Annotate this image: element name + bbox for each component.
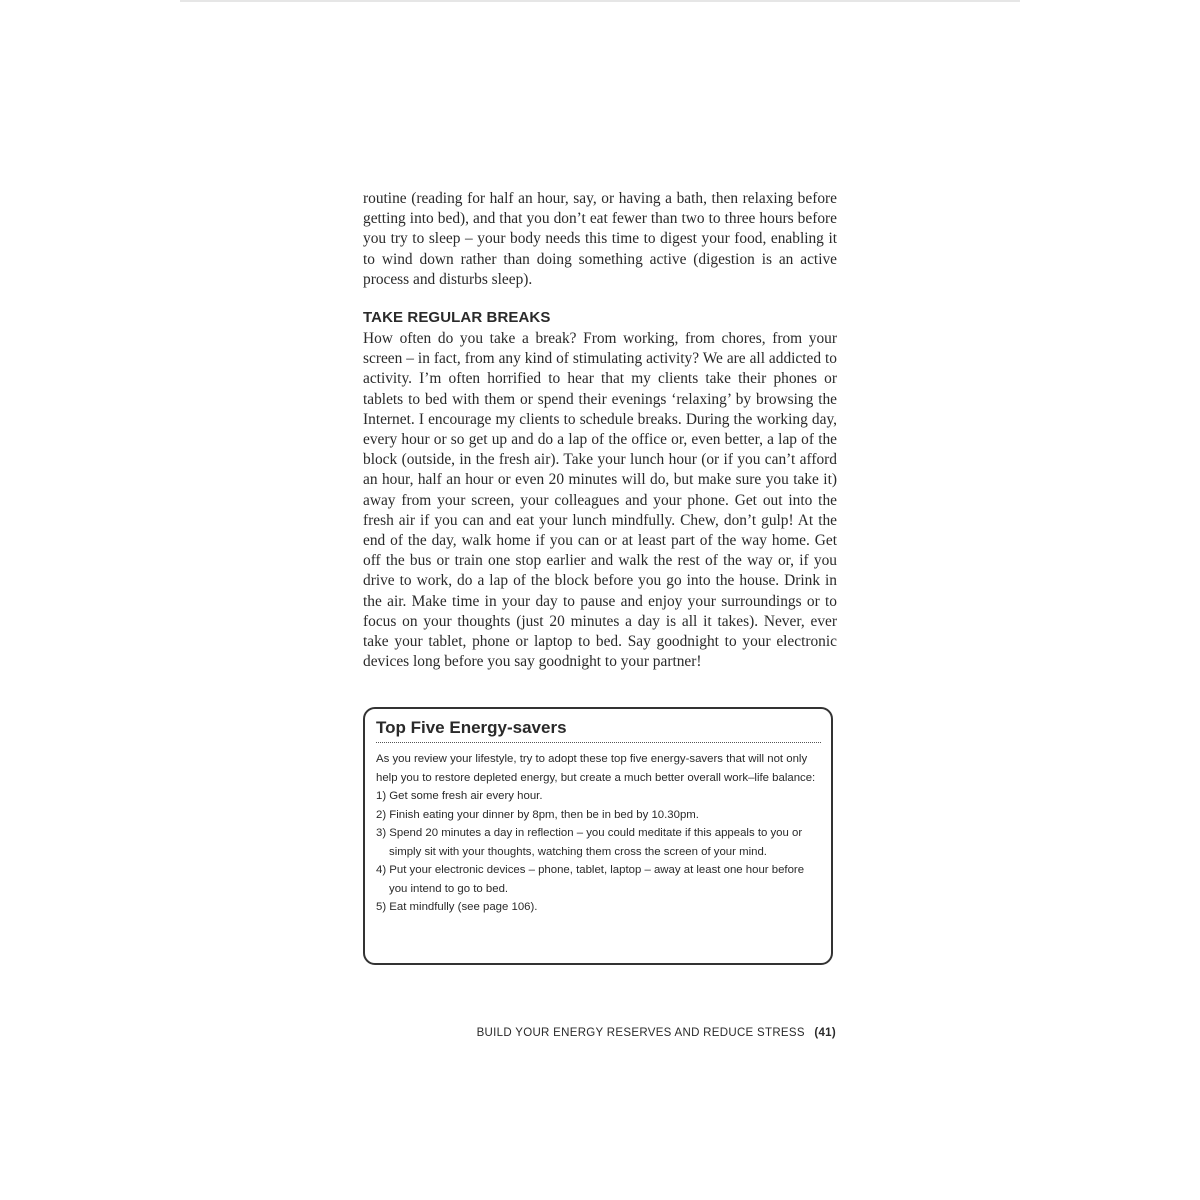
running-title: BUILD YOUR ENERGY RESERVES AND REDUCE STRESS bbox=[476, 1027, 805, 1039]
section-heading: TAKE REGULAR BREAKS bbox=[363, 309, 551, 326]
tip-list-item: 3) Spend 20 minutes a day in reflection – you could meditate if this appeals to you or simply sit with your thoughts, watching them cross the screen of your mind. bbox=[376, 827, 803, 858]
tip-box bbox=[363, 707, 833, 965]
tip-box-intro: As you review your lifestyle, try to adopt these top five energy-savers that will not only help you to restore depleted energy, but create a much better overall work–life balance: bbox=[376, 753, 816, 784]
top-divider bbox=[180, 0, 1020, 2]
page-footer bbox=[363, 1027, 836, 1039]
section-body-paragraph: How often do you take a break? From working, from chores, from your screen – in fact, from any kind of stimulating activity? We are all addicted to activity. I’m often horrified to hear that my clients take their phones or tablets to bed with them or spend their evenings ‘relaxing’ by browsing the Internet. I encourage my clients to schedule breaks. During the working day, every hour or so get up and do a lap of the office or, even better, a lap of the block (outside, in the fresh air). Take your lunch hour (or if you can’t afford an hour, half an hour or even 20 minutes will do, but make sure you take it) away from your screen, your colleagues and your phone. Get out into the fresh air if you can and eat your lunch mindfully. Chew, don’t gulp! At the end of the day, walk home if you can or at least part of the way home. Get off the bus or train one stop earlier and walk the rest of the way or, if you drive to work, do a lap of the block before you go into the house. Drink in the air. Make time in your day to pause and enjoy your surroundings or to focus on your thoughts (just 20 minutes a day is all it takes). Never, ever take your tablet, phone or laptop to bed. Say goodnight to your electronic devices long before you say goodnight to your partner! bbox=[363, 330, 837, 671]
intro-paragraph: routine (reading for half an hour, say, or having a bath, then relaxing before getting into bed), and that you don’t eat fewer than two to three hours before you try to sleep – your body needs this time to digest your food, enabling it to wind down rather than doing something active (digestion is an active process and disturbs sleep). bbox=[363, 190, 837, 288]
tip-list-item: 2) Finish eating your dinner by 8pm, then be in bed by 10.30pm. bbox=[376, 808, 699, 821]
tip-list bbox=[376, 787, 821, 917]
tip-list-item: 5) Eat mindfully (see page 106). bbox=[376, 901, 538, 913]
page-number: (41) bbox=[814, 1027, 836, 1039]
tip-list-item: 4) Put your electronic devices – phone, tablet, laptop – away at least one hour before you intend to go to bed. bbox=[376, 864, 805, 895]
tip-box-title: Top Five Energy-savers bbox=[376, 718, 821, 743]
tip-box-content bbox=[376, 750, 821, 917]
tip-list-item: 1) Get some fresh air every hour. bbox=[376, 790, 543, 802]
